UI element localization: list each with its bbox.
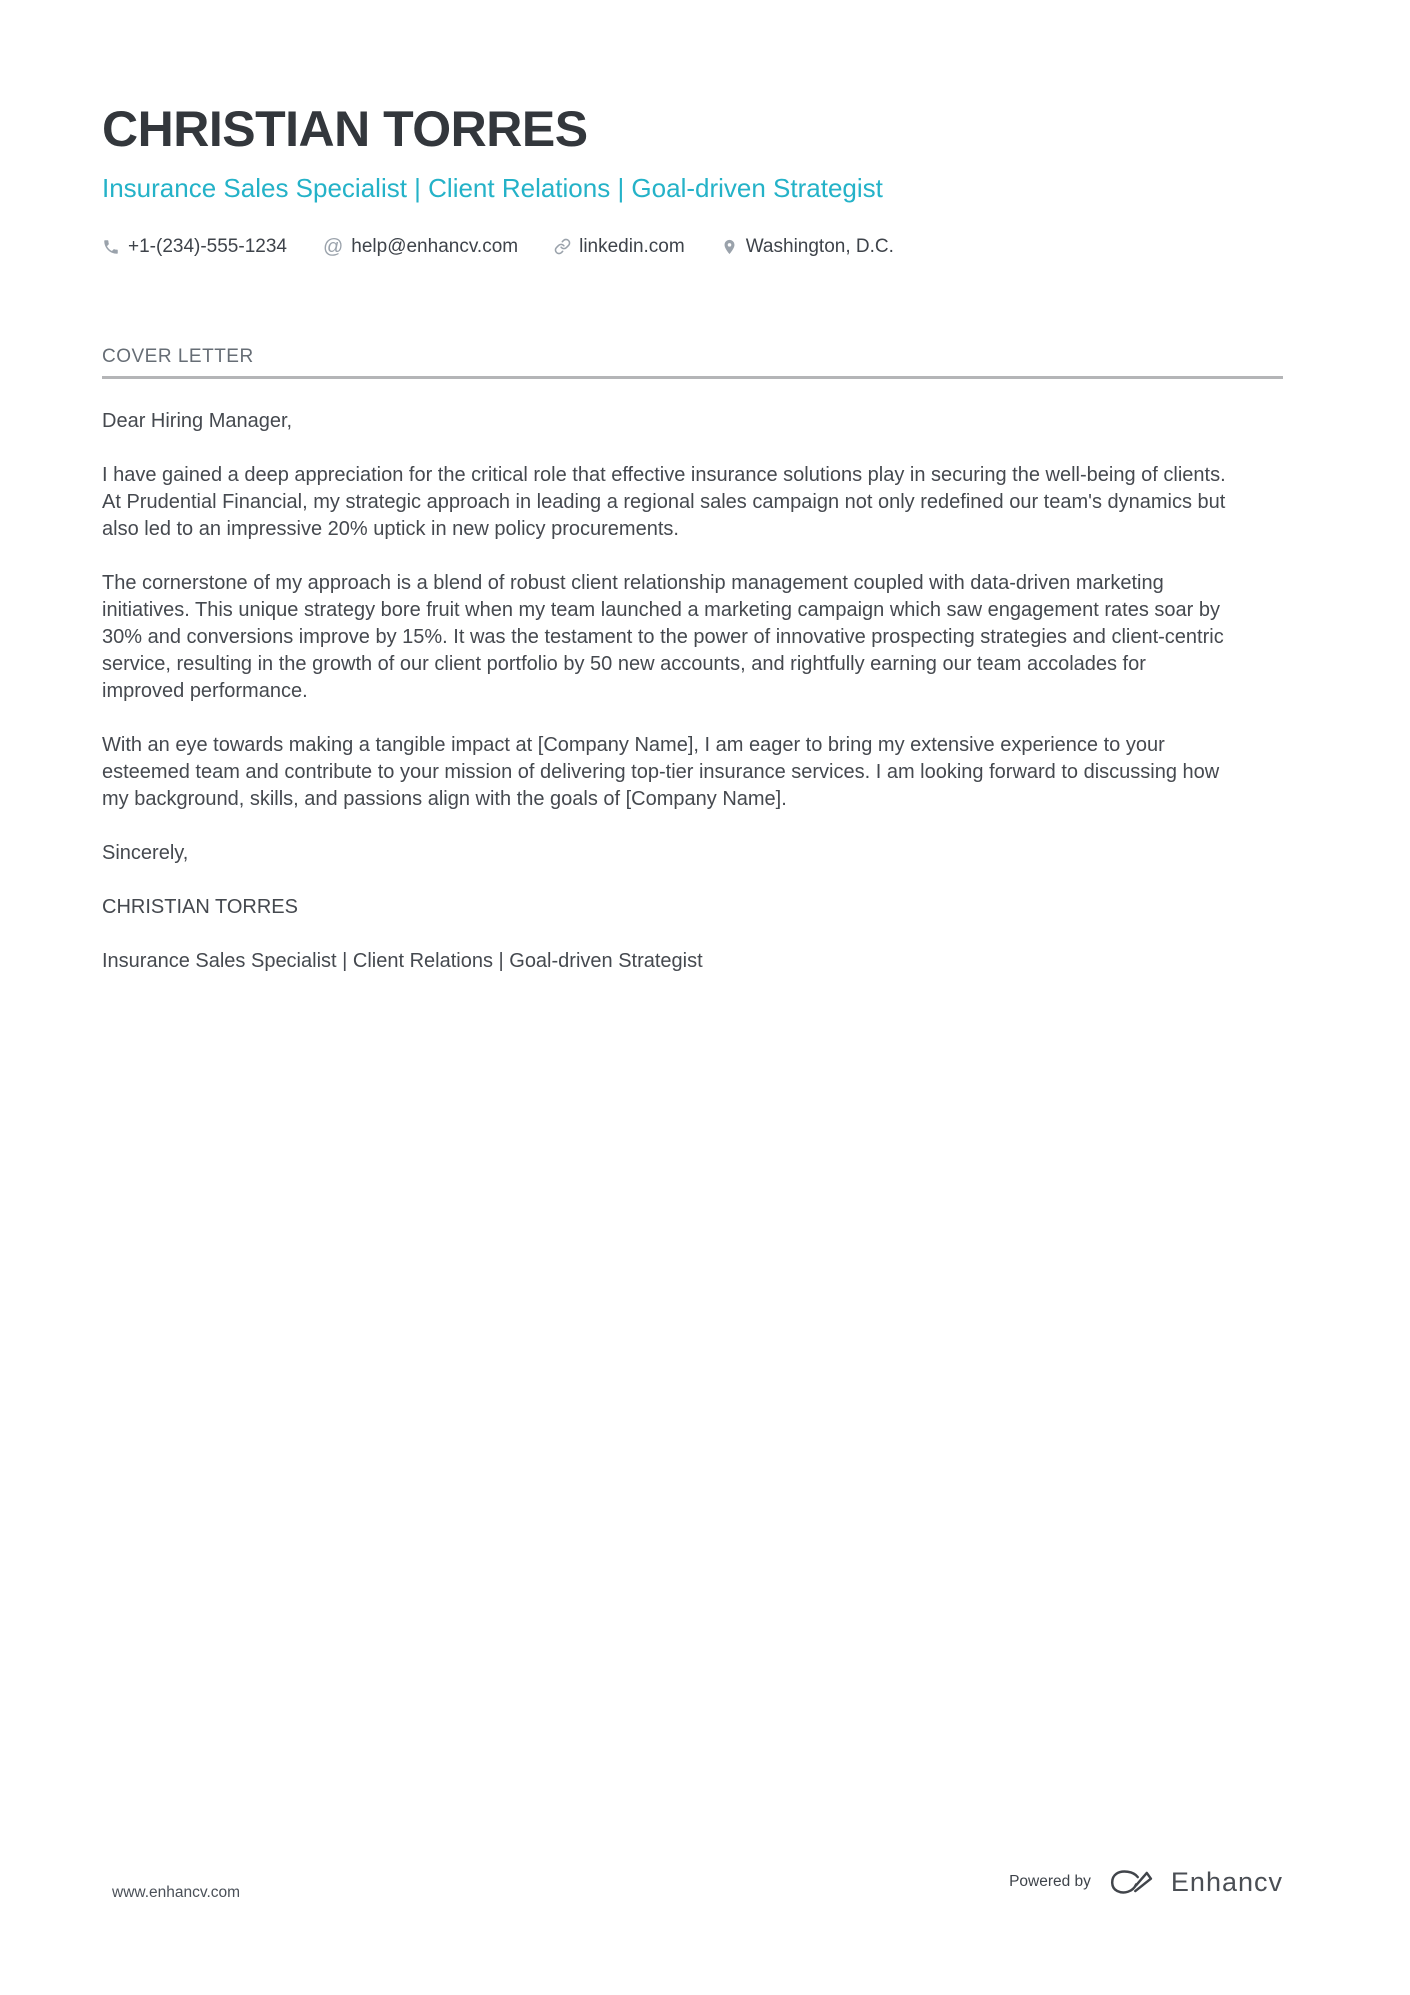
contact-row (102, 236, 1283, 258)
letter-paragraph: The cornerstone of my approach is a blend of robust client relationship management coupled with data-driven marketing initiatives. This unique strategy bore fruit when my team launched a marketing campaign which saw engagement rates soar by 30% and conversions improve by 15%. It was the testament to the power of innovative prospecting strategies and client-centric service, resulting in the growth of our client portfolio by 50 new accounts, and rightfully earning our team accolades for improved performance. (102, 571, 1224, 702)
contact-phone[interactable] (102, 236, 287, 258)
contact-location[interactable] (721, 236, 894, 258)
powered-by-label: Powered by (1009, 1873, 1091, 1890)
letter-paragraph: I have gained a deep appreciation for the critical role that effective insurance solutions play in securing the well-being of clients. At Prudential Financial, my strategic approach in leading a regional sales campaign not only redefined our team's dynamics but also led to an impressive 20% uptick in new policy procurements. (102, 463, 1226, 540)
contact-phone-value: +1-(234)-555-1234 (128, 235, 287, 257)
letter-closing: Sincerely, (102, 841, 189, 864)
contact-email[interactable] (323, 236, 518, 258)
section-divider (102, 376, 1283, 379)
at-icon: @ (322, 235, 344, 258)
signature-title: Insurance Sales Specialist | Client Relations | Goal-driven Strategist (102, 949, 703, 972)
contact-link[interactable] (554, 236, 685, 258)
enhancv-logo-icon (1109, 1866, 1155, 1898)
phone-icon (102, 238, 120, 256)
section-label-cover-letter: COVER LETTER (102, 345, 254, 367)
link-icon (554, 238, 571, 255)
enhancv-wordmark: Enhancv (1170, 1866, 1283, 1897)
footer-brand-area[interactable] (1009, 1866, 1283, 1898)
letter-body (102, 408, 1232, 975)
contact-link-value: linkedin.com (579, 235, 685, 257)
letter-paragraph: With an eye towards making a tangible impact at [Company Name], I am eager to bring my extensive experience to your esteemed team and contribute to your mission of delivering top-tier insurance services. I am looking forward to discussing how my background, skills, and passions align with the goals of [Company Name]. (102, 733, 1220, 810)
signature-name: CHRISTIAN TORRES (102, 895, 298, 918)
contact-email-value: help@enhancv.com (351, 235, 519, 257)
footer-website-link[interactable]: www.enhancv.com (112, 1884, 241, 1901)
candidate-name: CHRISTIAN TORRES (102, 101, 588, 157)
letter-greeting: Dear Hiring Manager, (102, 409, 293, 432)
contact-location-value: Washington, D.C. (745, 235, 894, 257)
location-pin-icon (721, 238, 738, 256)
page-content (0, 100, 1410, 975)
candidate-headline: Insurance Sales Specialist | Client Relations | Goal-driven Strategist (102, 173, 883, 203)
